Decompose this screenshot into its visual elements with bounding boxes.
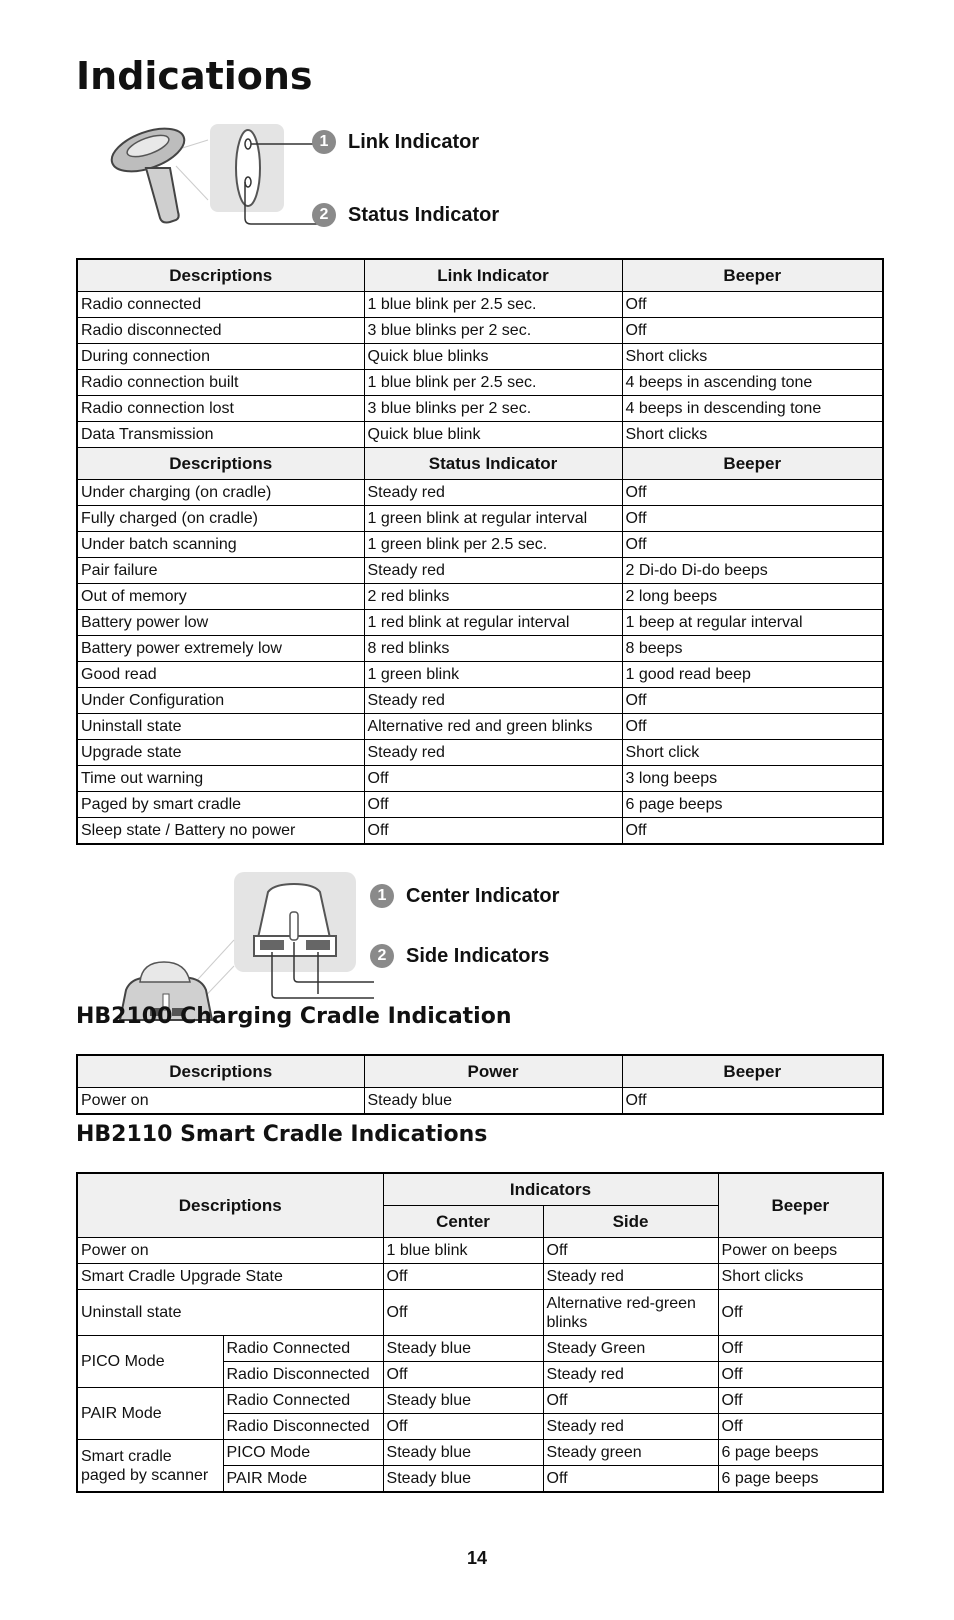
table-cell: Radio Disconnected bbox=[223, 1414, 383, 1440]
table-cell: 6 page beeps bbox=[718, 1466, 883, 1493]
hb2110-table bbox=[76, 1172, 884, 1493]
table-cell: Radio Connected bbox=[223, 1336, 383, 1362]
table-cell: Steady blue bbox=[383, 1466, 543, 1493]
callout-number-badge: 1 bbox=[370, 884, 394, 908]
table-row bbox=[77, 1336, 883, 1362]
table-header-row bbox=[77, 259, 883, 292]
table-cell: Steady red bbox=[364, 688, 622, 714]
table-cell: Steady red bbox=[364, 740, 622, 766]
column-header: Descriptions bbox=[77, 1173, 383, 1238]
table-cell: Off bbox=[364, 766, 622, 792]
table-row bbox=[77, 610, 883, 636]
table-header-row bbox=[77, 1173, 883, 1206]
table-cell: Upgrade state bbox=[77, 740, 364, 766]
table-row bbox=[77, 318, 883, 344]
table-cell: Off bbox=[622, 506, 883, 532]
table-cell: Short click bbox=[622, 740, 883, 766]
table-cell: 4 beeps in ascending tone bbox=[622, 370, 883, 396]
table-cell: 1 blue blink bbox=[383, 1238, 543, 1264]
column-header: Beeper bbox=[622, 448, 883, 480]
column-header: Power bbox=[364, 1055, 622, 1088]
table-cell: 3 blue blinks per 2 sec. bbox=[364, 318, 622, 344]
table-cell: Off bbox=[718, 1388, 883, 1414]
table-cell: Alternative red and green blinks bbox=[364, 714, 622, 740]
table-cell: 1 blue blink per 2.5 sec. bbox=[364, 370, 622, 396]
table-row bbox=[77, 662, 883, 688]
table-cell: Data Transmission bbox=[77, 422, 364, 448]
table-cell: Power on beeps bbox=[718, 1238, 883, 1264]
table-cell: Short clicks bbox=[622, 344, 883, 370]
table-cell: Off bbox=[383, 1264, 543, 1290]
table-cell: Off bbox=[622, 318, 883, 344]
table-cell: 1 good read beep bbox=[622, 662, 883, 688]
table-cell: 1 red blink at regular interval bbox=[364, 610, 622, 636]
center-indicator-callout bbox=[370, 884, 559, 908]
table-cell: Time out warning bbox=[77, 766, 364, 792]
table-cell: Smart Cradle Upgrade State bbox=[77, 1264, 383, 1290]
table-cell: 1 green blink at regular interval bbox=[364, 506, 622, 532]
table-row bbox=[77, 370, 883, 396]
table-cell: Quick blue blink bbox=[364, 422, 622, 448]
table-cell: Paged by smart cradle bbox=[77, 792, 364, 818]
table-cell: Battery power low bbox=[77, 610, 364, 636]
table-row bbox=[77, 714, 883, 740]
table-cell: 4 beeps in descending tone bbox=[622, 396, 883, 422]
table-cell: Off bbox=[622, 1088, 883, 1115]
hb2110-section-title: HB2110 Smart Cradle Indications bbox=[76, 1122, 488, 1147]
table-cell: 6 page beeps bbox=[622, 792, 883, 818]
table-cell: 6 page beeps bbox=[718, 1440, 883, 1466]
table-cell: Off bbox=[622, 292, 883, 318]
table-cell: Off bbox=[622, 480, 883, 506]
table-cell: Off bbox=[622, 714, 883, 740]
table-cell: Off bbox=[364, 792, 622, 818]
table-cell: Off bbox=[718, 1336, 883, 1362]
table-cell: Off bbox=[543, 1466, 718, 1493]
table-cell: Smart cradle paged by scanner bbox=[77, 1440, 223, 1493]
table-cell: Off bbox=[622, 532, 883, 558]
table-cell: Alternative red-green blinks bbox=[543, 1290, 718, 1336]
status-indicator-callout bbox=[312, 203, 499, 227]
table-cell: Steady red bbox=[543, 1264, 718, 1290]
table-row bbox=[77, 740, 883, 766]
table-cell: Steady Green bbox=[543, 1336, 718, 1362]
side-indicators-callout bbox=[370, 944, 549, 968]
callout-number-badge: 2 bbox=[370, 944, 394, 968]
table-cell: 1 blue blink per 2.5 sec. bbox=[364, 292, 622, 318]
table-row bbox=[77, 422, 883, 448]
table-cell: PAIR Mode bbox=[77, 1388, 223, 1440]
table-cell: Pair failure bbox=[77, 558, 364, 584]
table-cell: 1 green blink bbox=[364, 662, 622, 688]
table-row bbox=[77, 818, 883, 845]
table-cell: 8 beeps bbox=[622, 636, 883, 662]
column-header: Center bbox=[383, 1206, 543, 1238]
column-header: Status Indicator bbox=[364, 448, 622, 480]
page-number: 14 bbox=[466, 1548, 488, 1568]
table-cell: Under batch scanning bbox=[77, 532, 364, 558]
link-indicator-label: Link Indicator bbox=[348, 130, 480, 153]
table-cell: Off bbox=[383, 1290, 543, 1336]
column-header: Descriptions bbox=[77, 259, 364, 292]
table-cell: Steady blue bbox=[383, 1440, 543, 1466]
table-row bbox=[77, 1290, 883, 1336]
table-cell: PAIR Mode bbox=[223, 1466, 383, 1493]
table-cell: Off bbox=[622, 818, 883, 845]
table-row bbox=[77, 1088, 883, 1115]
table-cell: Steady blue bbox=[383, 1336, 543, 1362]
table-cell: Steady red bbox=[543, 1414, 718, 1440]
column-header: Side bbox=[543, 1206, 718, 1238]
table-cell: Power on bbox=[77, 1088, 364, 1115]
link-indicator-callout bbox=[312, 130, 479, 154]
center-indicator-label: Center Indicator bbox=[406, 884, 560, 907]
table-cell: Radio Disconnected bbox=[223, 1362, 383, 1388]
table-row bbox=[77, 292, 883, 318]
table-cell: Off bbox=[543, 1388, 718, 1414]
table-cell: PICO Mode bbox=[223, 1440, 383, 1466]
table-row bbox=[77, 344, 883, 370]
table-cell: Off bbox=[718, 1290, 883, 1336]
table-cell: Steady blue bbox=[383, 1388, 543, 1414]
column-header: Beeper bbox=[622, 1055, 883, 1088]
table-cell: Power on bbox=[77, 1238, 383, 1264]
table-cell: Under Configuration bbox=[77, 688, 364, 714]
table-row bbox=[77, 532, 883, 558]
table-row bbox=[77, 506, 883, 532]
table-cell: Off bbox=[383, 1414, 543, 1440]
column-header: Indicators bbox=[383, 1173, 718, 1206]
callout-number-badge: 2 bbox=[312, 203, 336, 227]
table-cell: Good read bbox=[77, 662, 364, 688]
column-header: Beeper bbox=[718, 1173, 883, 1238]
table-cell: PICO Mode bbox=[77, 1336, 223, 1388]
table-cell: 1 beep at regular interval bbox=[622, 610, 883, 636]
table-cell: Off bbox=[718, 1362, 883, 1388]
table-cell: 2 long beeps bbox=[622, 584, 883, 610]
table-cell: Off bbox=[364, 818, 622, 845]
table-header-row bbox=[77, 1055, 883, 1088]
table-cell: Battery power extremely low bbox=[77, 636, 364, 662]
table-cell: Radio connection built bbox=[77, 370, 364, 396]
column-header: Descriptions bbox=[77, 1055, 364, 1088]
table-row bbox=[77, 1440, 883, 1466]
table-row bbox=[77, 1388, 883, 1414]
table-row bbox=[77, 1238, 883, 1264]
table-cell: Steady red bbox=[543, 1362, 718, 1388]
table-cell: Fully charged (on cradle) bbox=[77, 506, 364, 532]
column-header: Descriptions bbox=[77, 448, 364, 480]
side-indicators-label: Side Indicators bbox=[406, 944, 550, 967]
table-cell: 3 blue blinks per 2 sec. bbox=[364, 396, 622, 422]
table-row bbox=[77, 636, 883, 662]
table-cell: Out of memory bbox=[77, 584, 364, 610]
table-cell: Quick blue blinks bbox=[364, 344, 622, 370]
table-cell: Radio Connected bbox=[223, 1388, 383, 1414]
table-cell: 1 green blink per 2.5 sec. bbox=[364, 532, 622, 558]
table-cell: Steady green bbox=[543, 1440, 718, 1466]
status-indicator-label: Status Indicator bbox=[348, 203, 500, 226]
table-cell: Radio connection lost bbox=[77, 396, 364, 422]
table-row bbox=[77, 480, 883, 506]
table-cell: 8 red blinks bbox=[364, 636, 622, 662]
page-title: Indications bbox=[76, 54, 313, 98]
table-cell: Uninstall state bbox=[77, 1290, 383, 1336]
column-header: Beeper bbox=[622, 259, 883, 292]
table-cell: Off bbox=[383, 1362, 543, 1388]
table-cell: 2 red blinks bbox=[364, 584, 622, 610]
callout-number-badge: 1 bbox=[312, 130, 336, 154]
table-row bbox=[77, 558, 883, 584]
column-header: Link Indicator bbox=[364, 259, 622, 292]
scanner-indications-table bbox=[76, 258, 884, 845]
table-header-row bbox=[77, 448, 883, 480]
table-cell: Radio disconnected bbox=[77, 318, 364, 344]
table-cell: Off bbox=[543, 1238, 718, 1264]
table-cell: Short clicks bbox=[622, 422, 883, 448]
table-cell: Sleep state / Battery no power bbox=[77, 818, 364, 845]
table-cell: Under charging (on cradle) bbox=[77, 480, 364, 506]
table-row bbox=[77, 1264, 883, 1290]
table-cell: Radio connected bbox=[77, 292, 364, 318]
table-cell: 2 Di-do Di-do beeps bbox=[622, 558, 883, 584]
table-cell: Uninstall state bbox=[77, 714, 364, 740]
hb2100-table bbox=[76, 1054, 884, 1115]
table-row bbox=[77, 792, 883, 818]
scanner-illustration bbox=[108, 120, 320, 235]
table-cell: During connection bbox=[77, 344, 364, 370]
table-cell: Short clicks bbox=[718, 1264, 883, 1290]
hb2100-section-title: HB2100 Charging Cradle Indication bbox=[76, 1004, 512, 1029]
table-row bbox=[77, 688, 883, 714]
table-cell: Steady blue bbox=[364, 1088, 622, 1115]
table-cell: Off bbox=[718, 1414, 883, 1440]
table-cell: Steady red bbox=[364, 558, 622, 584]
table-cell: Off bbox=[622, 688, 883, 714]
table-row bbox=[77, 396, 883, 422]
table-cell: 3 long beeps bbox=[622, 766, 883, 792]
table-cell: Steady red bbox=[364, 480, 622, 506]
table-row bbox=[77, 766, 883, 792]
table-row bbox=[77, 584, 883, 610]
